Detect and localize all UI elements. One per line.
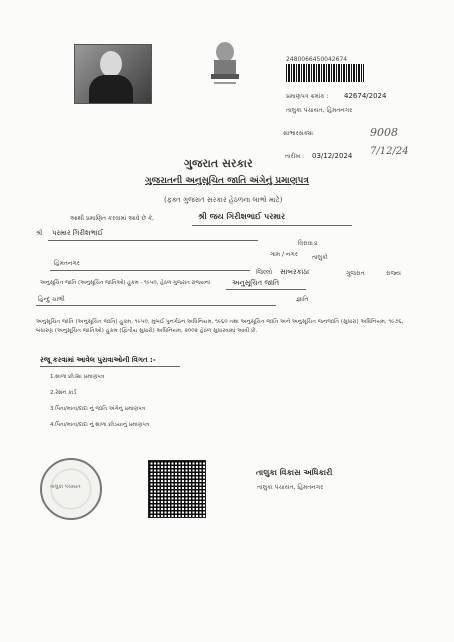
taluka-label: તાલુકો	[312, 254, 328, 261]
district-label: જિલ્લો	[256, 269, 273, 276]
handwritten-ref: 9008	[370, 126, 398, 139]
qr-code	[148, 460, 206, 518]
underline-father	[48, 240, 258, 241]
underline-caste	[36, 305, 276, 306]
underline-category	[226, 289, 306, 290]
underline-taluka	[50, 270, 250, 271]
document-item-2: 2.રેશન કાર્ડ	[50, 390, 77, 396]
certificate-title: ગુજરાતની અનુસૂચિત જાતિ અંગેનું પ્રમાણપત્ર	[145, 176, 309, 186]
father-name: પરમાર ગિરીશભાઈ	[52, 229, 104, 237]
village-label: ગામ / નગર	[270, 251, 298, 258]
office-seal	[40, 458, 102, 520]
underline-holder	[192, 225, 352, 226]
underline-documents	[40, 366, 180, 367]
issuing-office: તાલુકા પંચાયત, હિંમતનગર	[286, 107, 353, 114]
barcode-number: 2480066450042674	[286, 56, 348, 63]
act-line: અનુસૂચિત જાતિ (અનુસૂચિત જાતિઓ) હુકમ - ૧૯૫૦, હેઠળ ગુજરાત રાજ્યના	[40, 280, 211, 286]
taluka-value: હિંમતનગર	[54, 260, 80, 267]
signatory-designation: તાલુકા વિકાસ અધિકારી	[256, 468, 333, 477]
government-title: ગુજરાત સરકાર	[184, 157, 253, 170]
photo-body	[89, 75, 133, 104]
village-value: વિરાવાડા	[298, 240, 318, 247]
state-label: રાજ્ય	[386, 270, 401, 277]
document-item-3: 3.પિતા/માતા/દાદા નું જાતિ અંગેનું પ્રમાણપત્ર	[50, 406, 146, 412]
certificate-subtitle: (ફક્ત ગુજરાત સરકાર હેઠળના લાભો માટે)	[164, 196, 283, 204]
national-emblem-icon	[208, 40, 242, 90]
document-item-1: 1.શાળા છોડ્યા પ્રમાણપત્ર	[50, 374, 105, 380]
intro-text: આથી પ્રમાણિત કરવામાં આવે છે કે,	[70, 215, 155, 222]
district-value: સાબરકાંઠા	[280, 268, 310, 276]
handwritten-date: 7/12/24	[370, 146, 409, 157]
documents-heading: રજૂ કરવામાં આવેલ પુરાવાઓની વિગત :-	[40, 356, 156, 364]
caste-label: જ્ઞાતિ	[296, 296, 309, 303]
cert-number-label: પ્રમાણપત્ર ક્રમાંક :	[286, 93, 329, 100]
photo-face	[100, 51, 122, 77]
signatory-office: તાલુકા પંચાયત, હિંમતનગર	[257, 484, 324, 491]
date-label: તારીખ :	[285, 153, 305, 160]
caste-value: હિન્દુ ચાંભી	[38, 296, 65, 303]
state-value: ગુજરાત	[346, 270, 365, 277]
issue-date: 03/12/2024	[312, 152, 353, 160]
category-value: અનુસૂચિત જાતિ	[232, 279, 280, 287]
seal-text: તાલુકા પંચાયત	[50, 484, 81, 490]
legal-paragraph: અનુસૂચિત જાતિ (અનુસૂચિત જાતિ) હુકમ, ૧૯૫૦, મુંબઈ પુનર્ગઠન અધિનિયમ, ૧૯૬૦ તથા અનુસૂચિત જાતિ અને અનુસૂચિત જનજાતિ (સુધારા) અધિનિયમ, ૧૯૭૬, બંધારણ (અનુસૂચિત જાતિઓ) હુકમ (દ્વિતીય સુધારો) અધિનિયમ, ૨૦૦૨ હેઠળ સુધારવામાં આવી છે.	[36, 319, 404, 334]
father-prefix: શ્રી	[36, 230, 43, 237]
document-item-4: 4.પિતા/માતા/દાદા નું શાળા છોડયાનું પ્રમાણપત્ર	[50, 422, 150, 428]
barcode	[286, 64, 364, 82]
cert-number: 42674/2024	[344, 92, 387, 100]
sakshar-label: સાભારસંક્યા	[283, 130, 314, 137]
applicant-photo	[74, 44, 152, 104]
holder-name: શ્રી જય ગિરીશભાઈ પરમાર	[198, 212, 286, 221]
